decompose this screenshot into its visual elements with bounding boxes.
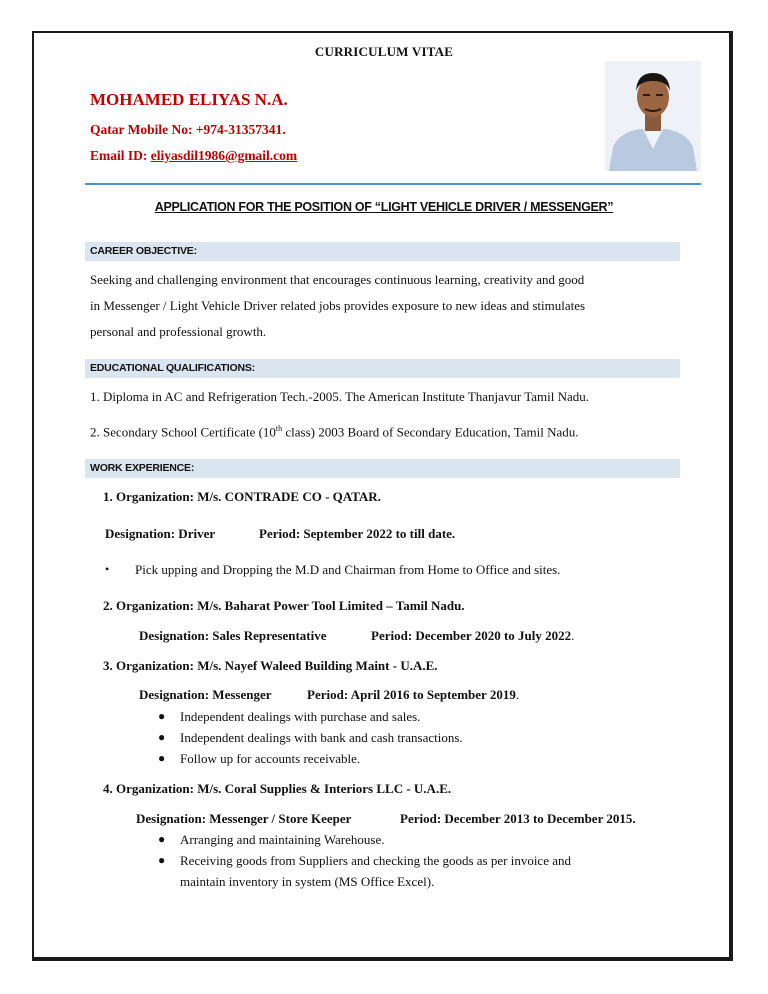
career-objective-heading: CAREER OBJECTIVE: [90, 245, 197, 257]
career-objective-heading-band [85, 242, 680, 261]
email-link[interactable]: eliyasdil1986@gmail.com [150, 148, 298, 163]
mobile-number: Qatar Mobile No: +974-31357341. [90, 122, 286, 137]
job-3-bullet-3: ● Follow up for accounts receivable. [158, 751, 361, 766]
job-3-designation: Designation: Messenger [139, 687, 272, 702]
job-3-organization: 3. Organization: M/s. Nayef Waleed Building Maint - U.A.E. [103, 658, 438, 673]
education-item-1: 1. Diploma in AC and Refrigeration Tech.-2005. The American Institute Thanjavur Tamil Nadu. [90, 389, 590, 404]
bullet-icon: ● [158, 709, 166, 723]
bullet-icon: • [105, 562, 110, 576]
bullet-icon: ● [158, 832, 166, 846]
email-label: Email ID: [90, 148, 151, 163]
document-title: CURRICULUM VITAE [314, 44, 454, 59]
career-line-3: personal and professional growth. [90, 324, 267, 339]
job-2-designation: Designation: Sales Representative [139, 628, 327, 643]
job-4-bullet-2-continued: maintain inventory in system (MS Office Excel). [180, 874, 435, 889]
application-title: APPLICATION FOR THE POSITION OF “LIGHT VEHICLE DRIVER / MESSENGER” [154, 200, 614, 214]
job-4-organization: 4. Organization: M/s. Coral Supplies & Interiors LLC - U.A.E. [103, 781, 452, 796]
job-4-bullet-2: ● Receiving goods from Suppliers and checking the goods as per invoice and [158, 853, 571, 868]
work-experience-heading: WORK EXPERIENCE: [90, 462, 195, 474]
job-4-designation: Designation: Messenger / Store Keeper [136, 811, 352, 826]
job-1-period: Period: September 2022 to till date. [259, 526, 456, 541]
career-line-2: in Messenger / Light Vehicle Driver related jobs provides exposure to new ideas and stimulates [90, 298, 586, 313]
bullet-icon: ● [158, 853, 166, 867]
education-heading-band [85, 359, 680, 378]
work-experience-heading-band [85, 459, 680, 478]
job-1-bullet-1: • Pick upping and Dropping the M.D and Chairman from Home to Office and sites. [105, 562, 561, 577]
job-4-period: Period: December 2013 to December 2015. [400, 811, 636, 826]
job-1-organization: 1. Organization: M/s. CONTRADE CO - QATAR. [103, 489, 381, 504]
career-line-1: Seeking and challenging environment that encourages continuous learning, creativity and good [90, 272, 585, 287]
bullet-icon: ● [158, 751, 166, 765]
email-line [90, 148, 297, 164]
job-2-organization: 2. Organization: M/s. Baharat Power Tool Limited – Tamil Nadu. [103, 598, 465, 613]
job-2-period: Period: December 2020 to July 2022. [371, 628, 575, 643]
education-item-2: 2. Secondary School Certificate (10th class) 2003 Board of Secondary Education, Tamil Nadu. [90, 424, 579, 440]
education-heading: EDUCATIONAL QUALIFICATIONS: [90, 362, 255, 374]
candidate-name: MOHAMED ELIYAS N.A. [90, 90, 288, 109]
header-divider [85, 183, 701, 185]
bullet-icon: ● [158, 730, 166, 744]
job-3-bullet-2: ● Independent dealings with bank and cash transactions. [158, 730, 463, 745]
job-3-period: Period: April 2016 to September 2019. [307, 687, 520, 702]
profile-photo [605, 61, 701, 171]
job-4-bullet-1: ● Arranging and maintaining Warehouse. [158, 832, 385, 847]
job-3-bullet-1: ● Independent dealings with purchase and sales. [158, 709, 421, 724]
job-1-designation: Designation: Driver [105, 526, 216, 541]
